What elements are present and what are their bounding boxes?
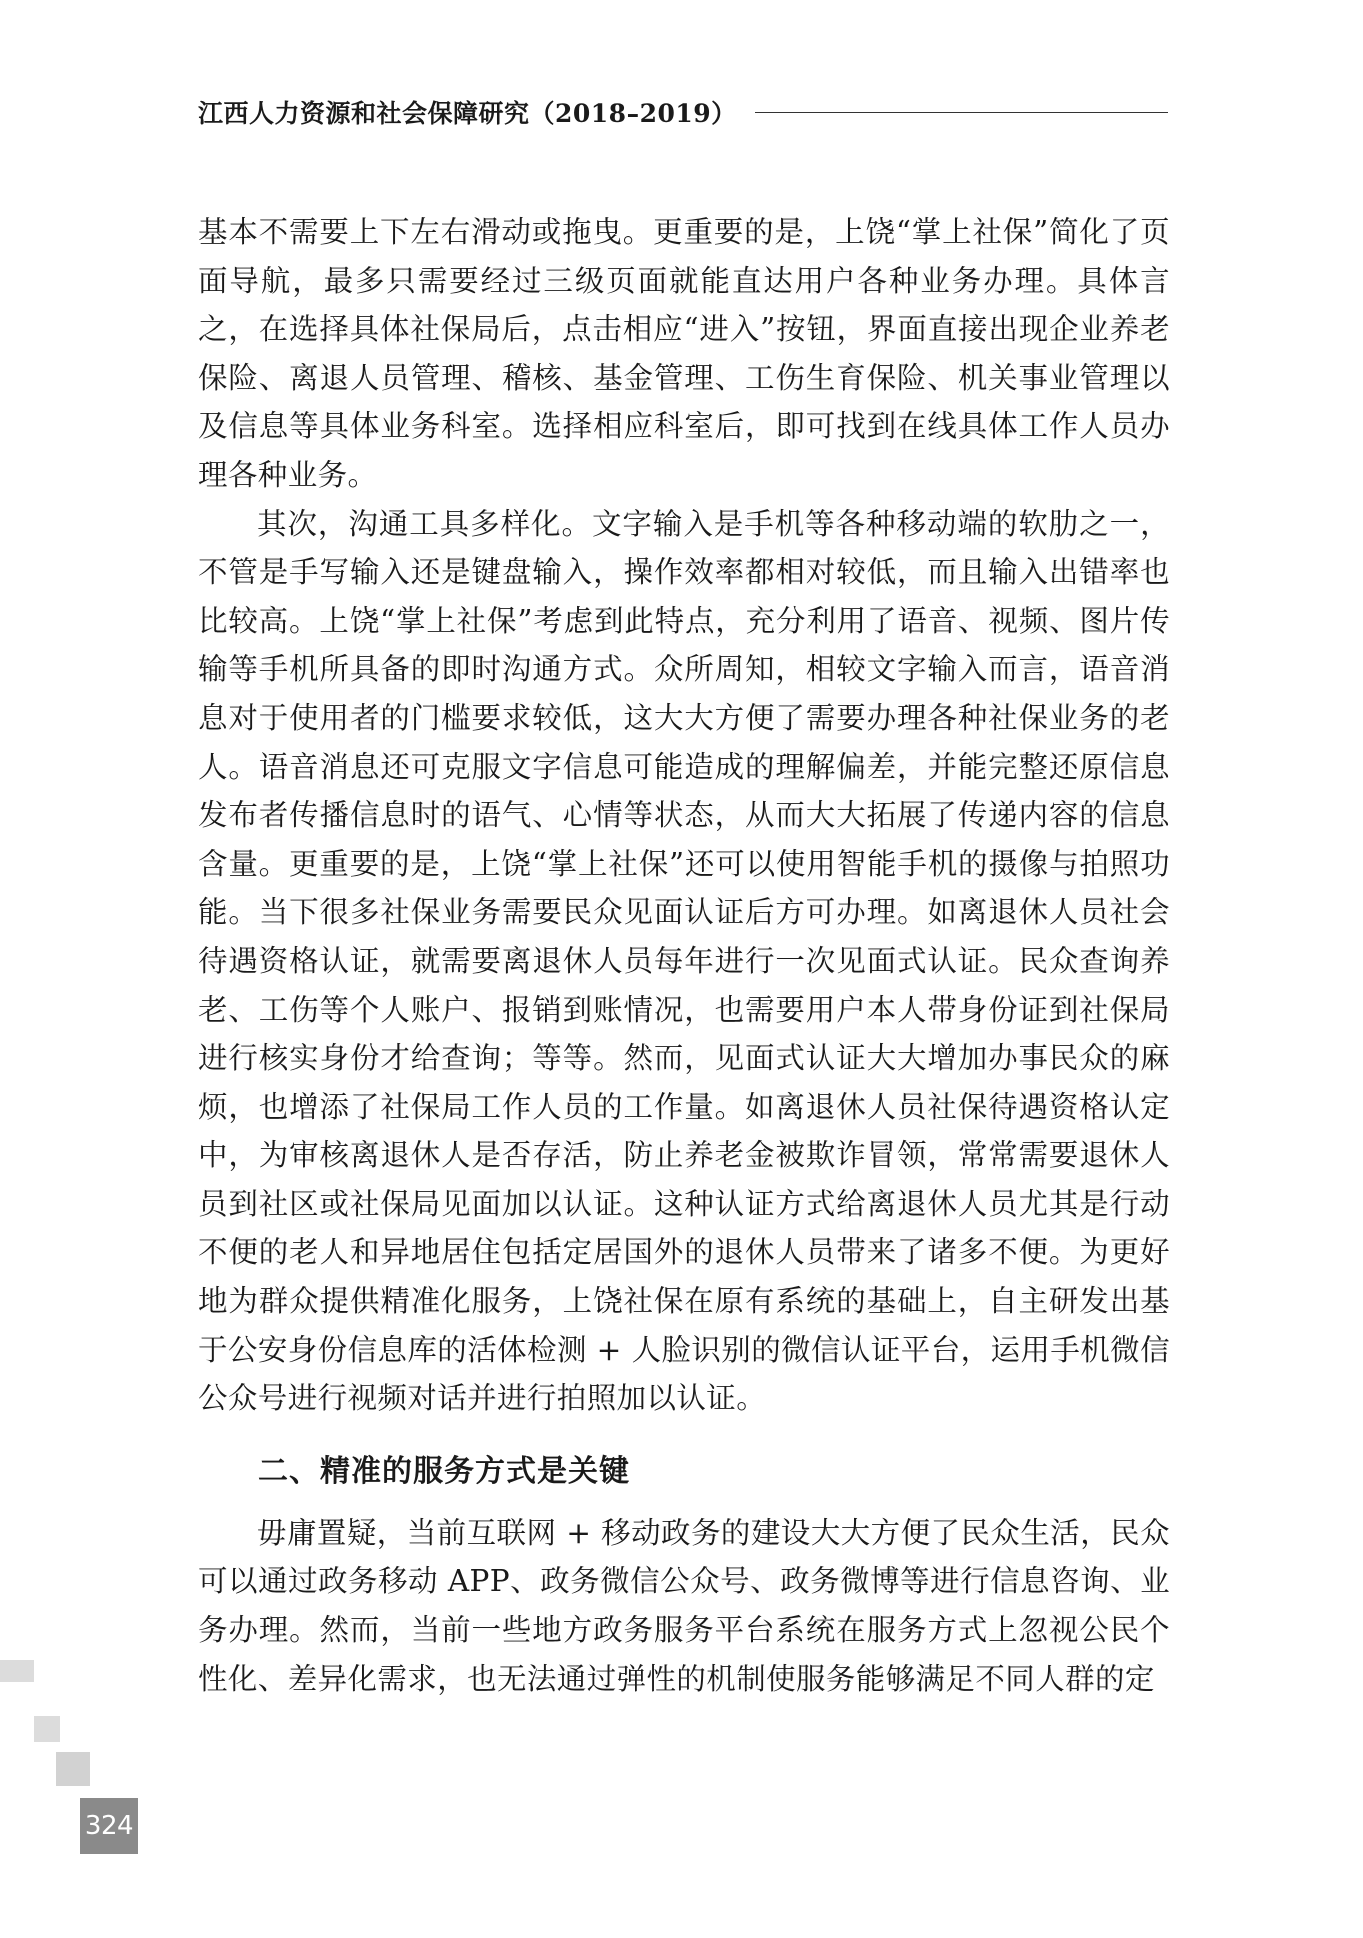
page-number: 324 (80, 1798, 138, 1854)
header-rule (755, 112, 1168, 113)
paragraph-continued: 基本不需要上下左右滑动或拖曳。更重要的是，上饶“掌上社保”简化了页面导航，最多只需要经过三级页面就能直达用户各种业务办理。具体言之，在选择具体社保局后，点击相应“进入”按钮，界面直接出现企业养老保险、离退人员管理、稽核、基金管理、工伤生育保险、机关事业管理以及信息等具体业务科室。选择相应科室后，即可找到在线具体工作人员办理各种业务。 (198, 215, 1170, 492)
paragraph-service-methods: 毋庸置疑，当前互联网 + 移动政务的建设大大方便了民众生活，民众可以通过政务移动 APP、政务微信公众号、政务微博等进行信息咨询、业务办理。然而，当前一些地方政务服务平台系统在服务方式上忽视公民个性化、差异化需求，也无法通过弹性的机制使服务能够满足不同人群的定 (198, 1515, 1170, 1696)
running-title: 江西人力资源和社会保障研究（2018–2019） (198, 99, 737, 128)
corner-block (34, 1716, 60, 1742)
body-text (198, 208, 1170, 1703)
running-header (198, 92, 1168, 132)
section-heading: 二、精准的服务方式是关键 (258, 1453, 630, 1489)
corner-block (56, 1752, 90, 1786)
paragraph-communication-tools: 其次，沟通工具多样化。文字输入是手机等各种移动端的软肋之一，不管是手写输入还是键盘输入，操作效率都相对较低，而且输入出错率也比较高。上饶“掌上社保”考虑到此特点，充分利用了语音、视频、图片传输等手机所具备的即时沟通方式。众所周知，相较文字输入而言，语音消息对于使用者的门槛要求较低，这大大方便了需要办理各种社保业务的老人。语音消息还可克服文字信息可能造成的理解偏差，并能完整还原信息发布者传播信息时的语气、心情等状态，从而大大拓展了传递内容的信息含量。更重要的是，上饶“掌上社保”还可以使用智能手机的摄像与拍照功能。当下很多社保业务需要民众见面认证后方可办理。如离退休人员社会待遇资格认证，就需要离退休人员每年进行一次见面式认证。民众查询养老、工伤等个人账户、报销到账情况，也需要用户本人带身份证到社保局进行核实身份才给查询；等等。然而，见面式认证大大增加办事民众的麻烦，也增添了社保局工作人员的工作量。如离退休人员社保待遇资格认定中，为审核离退休人是否存活，防止养老金被欺诈冒领，常常需要退休人员到社区或社保局见面加以认证。这种认证方式给离退休人员尤其是行动不便的老人和异地居住包括定居国外的退休人员带来了诸多不便。为更好地为群众提供精准化服务，上饶社保在原有系统的基础上，自主研发出基于公安身份信息库的活体检测 + 人脸识别的微信认证平台，运用手机微信公众号进行视频对话并进行拍照加以认证。 (198, 506, 1170, 1416)
corner-block (0, 1660, 34, 1682)
